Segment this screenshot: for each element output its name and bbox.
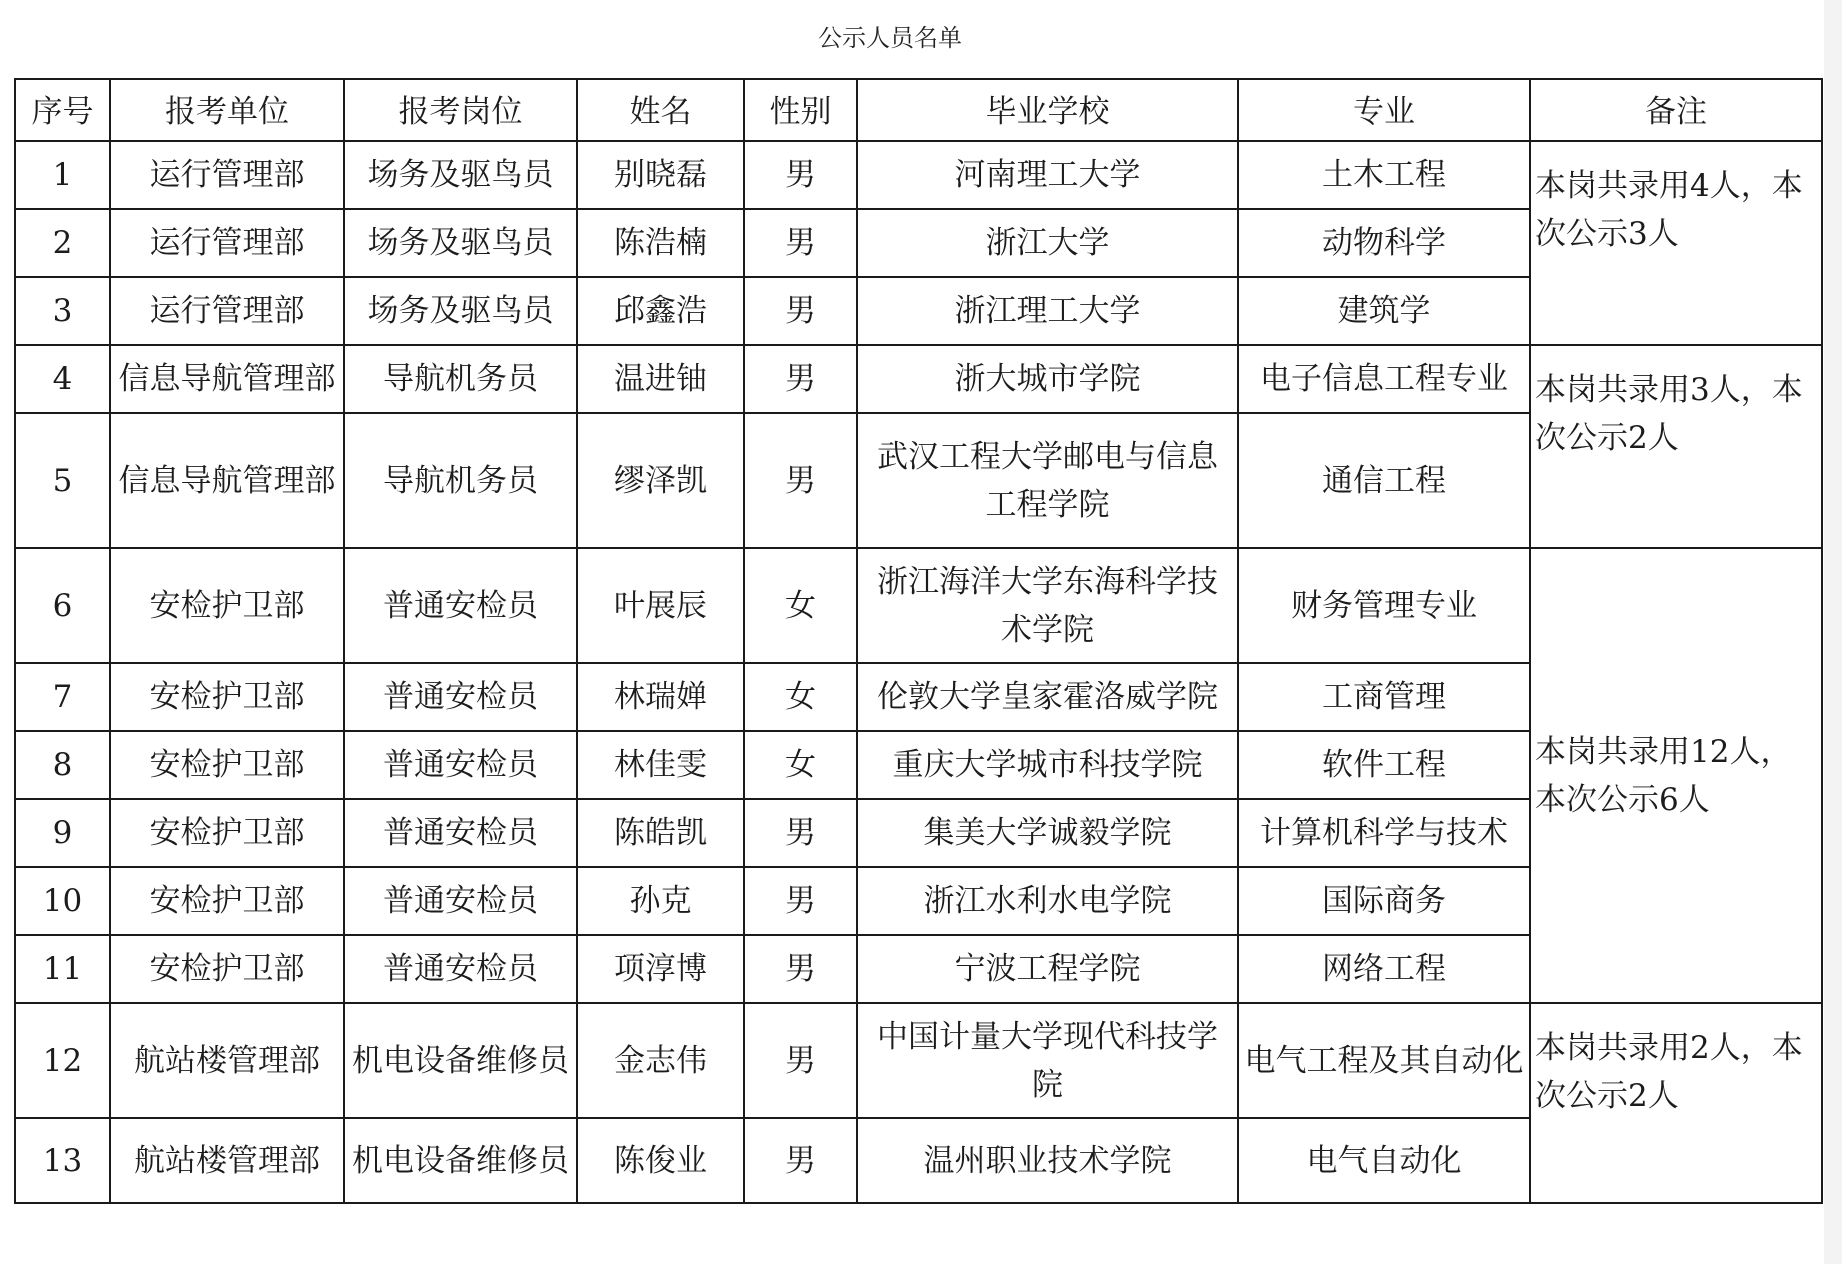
cell-no: 5: [15, 413, 110, 548]
cell-unit: 安检护卫部: [110, 731, 344, 799]
cell-sex: 女: [744, 731, 857, 799]
header-cell: 姓名: [577, 79, 744, 141]
cell-post: 机电设备维修员: [344, 1003, 577, 1118]
cell-major: 动物科学: [1238, 209, 1530, 277]
cell-school: 浙江水利水电学院: [857, 867, 1238, 935]
roster-body: [15, 79, 1822, 1203]
cell-unit: 安检护卫部: [110, 663, 344, 731]
table-row: [15, 345, 1822, 413]
cell-name: 陈皓凯: [577, 799, 744, 867]
cell-name: 项淳博: [577, 935, 744, 1003]
cell-post: 场务及驱鸟员: [344, 209, 577, 277]
header-cell: 报考单位: [110, 79, 344, 141]
cell-no: 11: [15, 935, 110, 1003]
cell-unit: 安检护卫部: [110, 867, 344, 935]
cell-unit: 运行管理部: [110, 209, 344, 277]
cell-unit: 运行管理部: [110, 277, 344, 345]
cell-post: 导航机务员: [344, 345, 577, 413]
header-cell: 毕业学校: [857, 79, 1238, 141]
cell-sex: 男: [744, 867, 857, 935]
cell-school: 温州职业技术学院: [857, 1118, 1238, 1203]
cell-major: 电气工程及其自动化: [1238, 1003, 1530, 1118]
cell-sex: 男: [744, 345, 857, 413]
cell-name: 叶展辰: [577, 548, 744, 663]
cell-school: 武汉工程大学邮电与信息工程学院: [857, 413, 1238, 548]
cell-school: 集美大学诚毅学院: [857, 799, 1238, 867]
cell-remark: 本岗共录用3人，本次公示2人: [1530, 345, 1822, 548]
cell-no: 9: [15, 799, 110, 867]
cell-no: 8: [15, 731, 110, 799]
header-row: [15, 79, 1822, 141]
roster-table: [14, 78, 1823, 1204]
header-cell: 报考岗位: [344, 79, 577, 141]
cell-sex: 男: [744, 277, 857, 345]
cell-school: 中国计量大学现代科技学院: [857, 1003, 1238, 1118]
cell-school: 河南理工大学: [857, 141, 1238, 209]
header-cell: 序号: [15, 79, 110, 141]
page-edge-shadow: [1824, 0, 1842, 1264]
cell-unit: 信息导航管理部: [110, 345, 344, 413]
cell-unit: 安检护卫部: [110, 935, 344, 1003]
cell-sex: 男: [744, 209, 857, 277]
cell-sex: 男: [744, 1003, 857, 1118]
cell-sex: 女: [744, 548, 857, 663]
cell-name: 温进铀: [577, 345, 744, 413]
cell-unit: 安检护卫部: [110, 548, 344, 663]
cell-name: 缪泽凯: [577, 413, 744, 548]
cell-major: 电子信息工程专业: [1238, 345, 1530, 413]
cell-sex: 女: [744, 663, 857, 731]
cell-no: 13: [15, 1118, 110, 1203]
cell-sex: 男: [744, 799, 857, 867]
table-row: [15, 1003, 1822, 1118]
cell-unit: 安检护卫部: [110, 799, 344, 867]
cell-remark: 本岗共录用12人，本次公示6人: [1530, 548, 1822, 1003]
cell-major: 电气自动化: [1238, 1118, 1530, 1203]
cell-unit: 运行管理部: [110, 141, 344, 209]
cell-major: 网络工程: [1238, 935, 1530, 1003]
page-title: 公示人员名单: [818, 24, 962, 52]
cell-major: 建筑学: [1238, 277, 1530, 345]
cell-sex: 男: [744, 141, 857, 209]
cell-post: 场务及驱鸟员: [344, 277, 577, 345]
cell-unit: 信息导航管理部: [110, 413, 344, 548]
header-cell: 性别: [744, 79, 857, 141]
cell-name: 邱鑫浩: [577, 277, 744, 345]
cell-school: 宁波工程学院: [857, 935, 1238, 1003]
table-row: [15, 548, 1822, 663]
cell-post: 普通安检员: [344, 548, 577, 663]
cell-sex: 男: [744, 1118, 857, 1203]
cell-name: 别晓磊: [577, 141, 744, 209]
cell-school: 伦敦大学皇家霍洛威学院: [857, 663, 1238, 731]
cell-post: 场务及驱鸟员: [344, 141, 577, 209]
cell-unit: 航站楼管理部: [110, 1003, 344, 1118]
cell-post: 普通安检员: [344, 935, 577, 1003]
cell-name: 陈俊业: [577, 1118, 744, 1203]
cell-post: 普通安检员: [344, 867, 577, 935]
cell-major: 财务管理专业: [1238, 548, 1530, 663]
cell-name: 陈浩楠: [577, 209, 744, 277]
table-row: [15, 141, 1822, 209]
cell-no: 4: [15, 345, 110, 413]
cell-major: 工商管理: [1238, 663, 1530, 731]
cell-no: 2: [15, 209, 110, 277]
cell-name: 孙克: [577, 867, 744, 935]
cell-post: 导航机务员: [344, 413, 577, 548]
cell-no: 3: [15, 277, 110, 345]
cell-no: 10: [15, 867, 110, 935]
cell-post: 机电设备维修员: [344, 1118, 577, 1203]
cell-major: 国际商务: [1238, 867, 1530, 935]
cell-no: 12: [15, 1003, 110, 1118]
cell-major: 计算机科学与技术: [1238, 799, 1530, 867]
cell-major: 通信工程: [1238, 413, 1530, 548]
cell-name: 林佳雯: [577, 731, 744, 799]
cell-sex: 男: [744, 413, 857, 548]
header-cell: 备注: [1530, 79, 1822, 141]
cell-no: 6: [15, 548, 110, 663]
cell-school: 浙大城市学院: [857, 345, 1238, 413]
header-cell: 专业: [1238, 79, 1530, 141]
cell-name: 林瑞婵: [577, 663, 744, 731]
cell-school: 浙江海洋大学东海科学技术学院: [857, 548, 1238, 663]
cell-no: 1: [15, 141, 110, 209]
cell-unit: 航站楼管理部: [110, 1118, 344, 1203]
cell-post: 普通安检员: [344, 799, 577, 867]
cell-no: 7: [15, 663, 110, 731]
cell-school: 浙江大学: [857, 209, 1238, 277]
cell-sex: 男: [744, 935, 857, 1003]
cell-post: 普通安检员: [344, 731, 577, 799]
cell-major: 土木工程: [1238, 141, 1530, 209]
cell-name: 金志伟: [577, 1003, 744, 1118]
cell-remark: 本岗共录用4人，本次公示3人: [1530, 141, 1822, 345]
cell-major: 软件工程: [1238, 731, 1530, 799]
cell-school: 浙江理工大学: [857, 277, 1238, 345]
cell-remark: 本岗共录用2人，本次公示2人: [1530, 1003, 1822, 1203]
cell-post: 普通安检员: [344, 663, 577, 731]
cell-school: 重庆大学城市科技学院: [857, 731, 1238, 799]
